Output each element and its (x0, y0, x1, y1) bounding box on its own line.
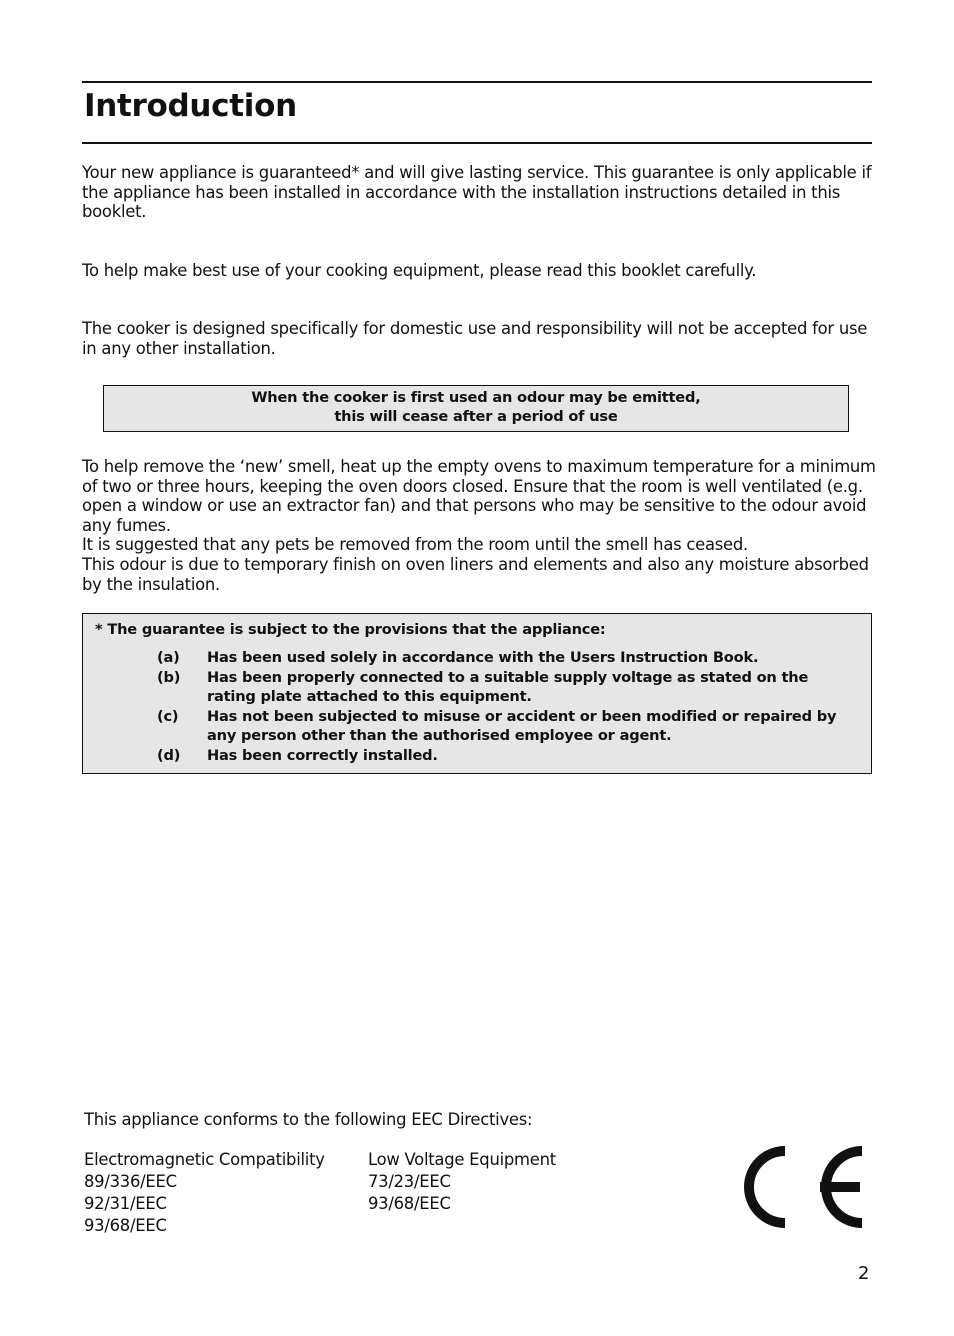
list-item (157, 746, 857, 766)
odour-notice-box (103, 385, 849, 432)
emc-directives-list (84, 1149, 325, 1237)
list-item (157, 707, 857, 746)
directive-code: 93/68/EEC (368, 1194, 451, 1213)
list-item-letter: (d) (157, 746, 181, 764)
page-title: Introduction (84, 88, 297, 124)
smell-text-1: To help remove the ‘new’ smell, heat up the empty ovens to maximum temperature for a minimum of two or three hours, keeping the oven doors closed. Ensure that the room is well ventilated (e.g. open a window or use an extractor fan) and that persons who may be sensitive to the odour avoid any fumes. (82, 457, 876, 535)
list-item-letter: (b) (157, 668, 181, 686)
odour-notice-line-1: When the cooker is first used an odour may be emitted, (251, 389, 701, 406)
page-number: 2 (858, 1263, 870, 1284)
list-item-text: Has not been subjected to misuse or accident or been modified or repaired by any person other than the authorised employee or agent. (207, 707, 837, 745)
lv-directives-list (368, 1149, 556, 1215)
directive-code: 89/336/EEC (84, 1172, 177, 1191)
guarantee-paragraph: Your new appliance is guaranteed* and will give lasting service. This guarantee is only applicable if the appliance has been installed in accordance with the installation instructions detailed in this booklet. (82, 163, 872, 222)
eec-directives-intro: This appliance conforms to the following EEC Directives: (84, 1110, 533, 1129)
list-item-letter: (c) (157, 707, 179, 725)
read-booklet-paragraph: To help make best use of your cooking equipment, please read this booklet carefully. (82, 261, 757, 280)
list-item-text: Has been correctly installed. (207, 746, 438, 764)
smell-paragraph (82, 457, 878, 594)
title-rule-bottom (82, 142, 872, 144)
smell-text-3: This odour is due to temporary finish on oven liners and elements and also any moisture absorbed by the insulation. (82, 554, 869, 594)
guarantee-heading: * The guarantee is subject to the provisions that the appliance: (95, 621, 606, 638)
list-item-letter: (a) (157, 649, 180, 666)
emc-heading: Electromagnetic Compatibility (84, 1150, 325, 1169)
smell-text-2: It is suggested that any pets be removed from the room until the smell has ceased. (82, 535, 748, 555)
odour-notice-line-2: this will cease after a period of use (334, 407, 618, 425)
list-item-text: Has been used solely in accordance with the Users Instruction Book. (207, 649, 759, 666)
guarantee-conditions-box (82, 613, 872, 774)
domestic-use-paragraph: The cooker is designed specifically for domestic use and responsibility will not be accepted for use in any other installation. (82, 319, 868, 358)
list-item (157, 668, 857, 707)
directive-code: 92/31/EEC (84, 1194, 167, 1213)
list-item (157, 648, 857, 668)
list-item-text: Has been properly connected to a suitable supply voltage as stated on the rating plate attached to this equipment. (207, 668, 809, 706)
directive-code: 93/68/EEC (84, 1216, 167, 1235)
directive-code: 73/23/EEC (368, 1172, 451, 1191)
guarantee-conditions-list (157, 648, 857, 766)
title-rule-top (82, 81, 872, 83)
ce-mark-icon (736, 1142, 864, 1232)
lv-heading: Low Voltage Equipment (368, 1150, 556, 1169)
